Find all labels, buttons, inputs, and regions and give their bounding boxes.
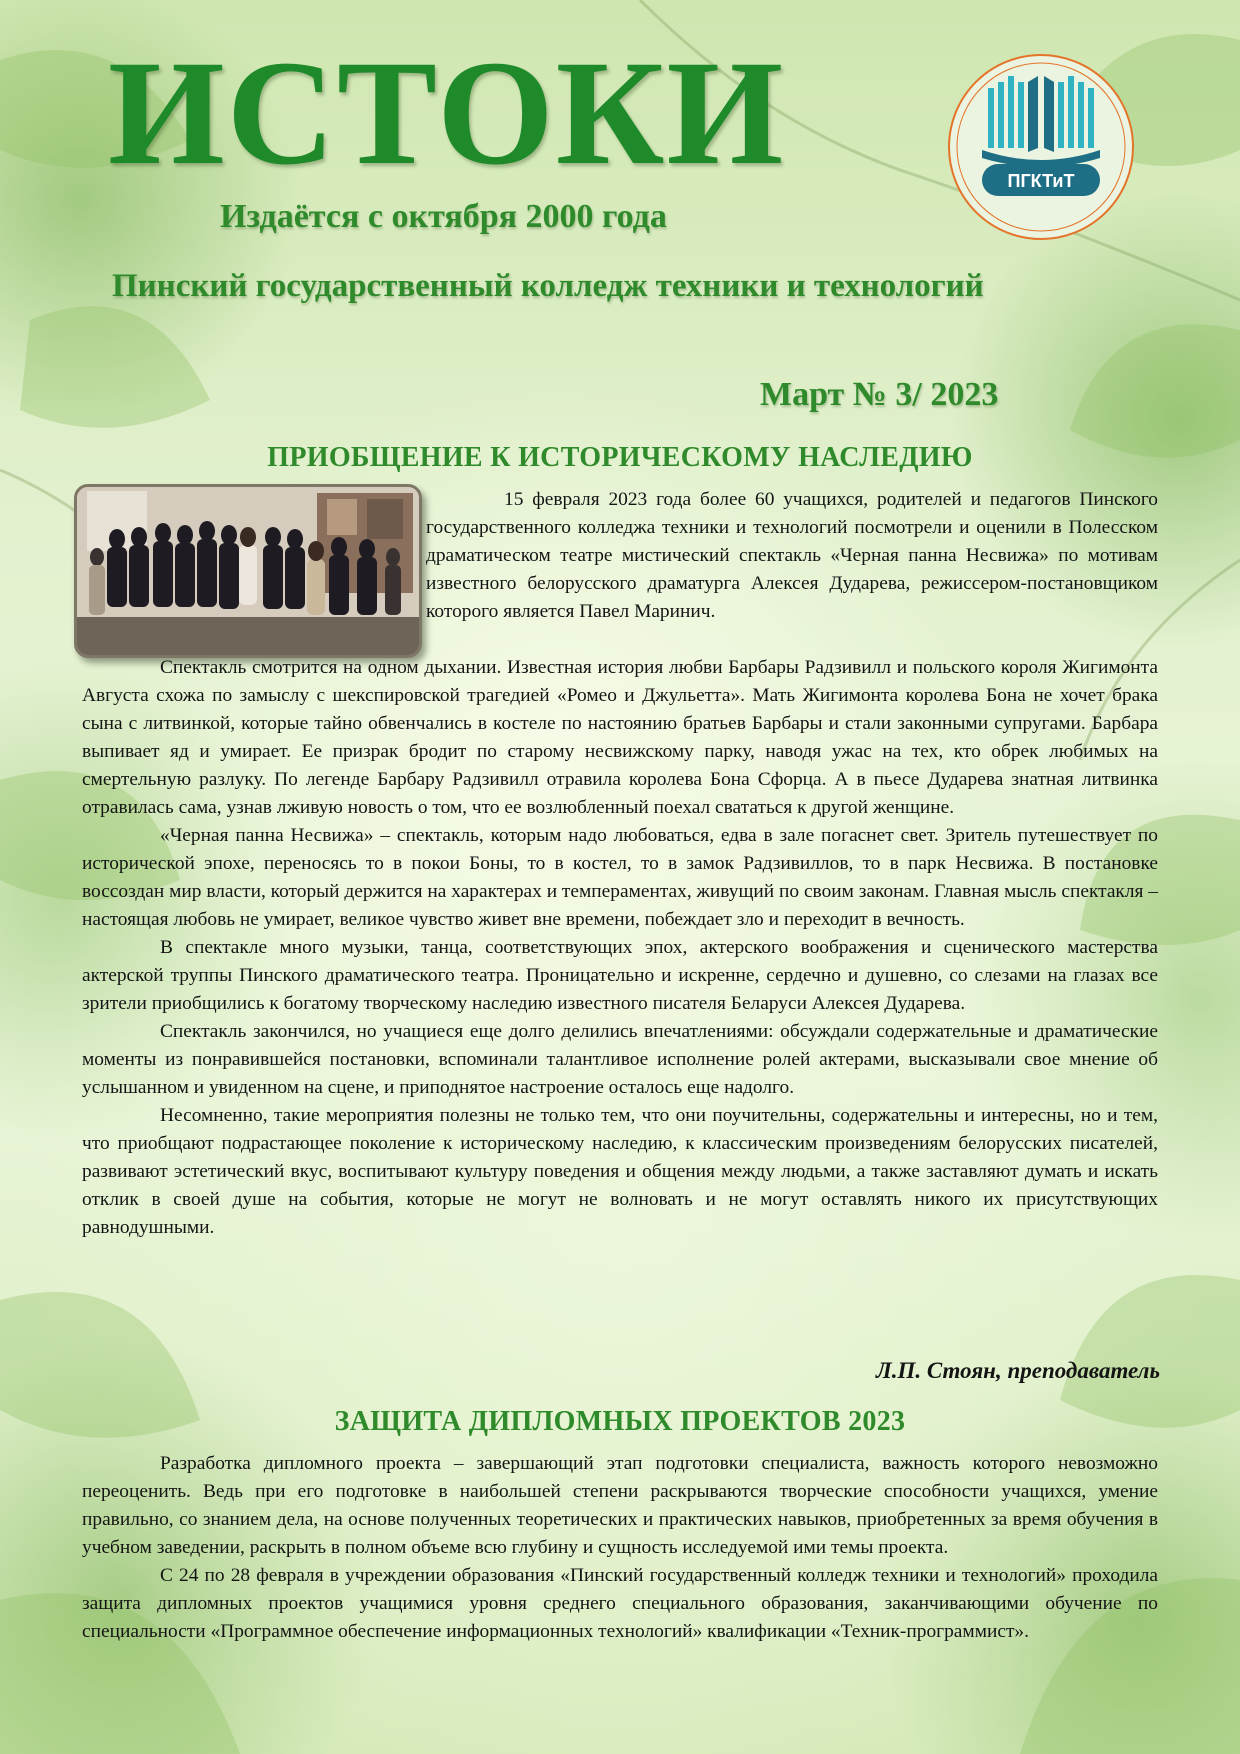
- publication-since: Издаётся с октября 2000 года: [220, 198, 667, 235]
- article-title-heritage: ПРИОБЩЕНИЕ К ИСТОРИЧЕСКОМУ НАСЛЕДИЮ: [267, 442, 973, 473]
- article1-intro-paragraph: 15 февраля 2023 года более 60 учащихся, родителей и педагогов Пинского государственного колледжа техники и технологий посмотрели и оценили в Полесском драматическом театре мистический спектакль «Черная панна Несвижа» по мотивам известного белорусского драматурга Алексея Дударева, режиссером-постановщиком которого является Павел Маринич.: [426, 489, 1158, 622]
- article1-signature: Л.П. Стоян, преподаватель: [875, 1358, 1160, 1383]
- college-name: Пинский государственный колледж техники и технологий: [112, 268, 984, 304]
- article2-paragraph: Разработка дипломного проекта – завершающий этап подготовки специалиста, важность которого невозможно переоценить. Ведь при его подготовке в наибольшей степени раскрываются творческие способности учащихся, умение правильно, со знанием дела, на основе полученных теоретических и практических навыков, приобретенных за время обучения в учебном заведении, раскрыть в полном объеме всю глубину и сущность исследуемой ими темы проекта.: [82, 1453, 1158, 1558]
- article1-intro: [426, 486, 1158, 626]
- logo-text: ПГКТиТ: [1007, 171, 1075, 191]
- newspaper-title: ИСТОКИ: [108, 30, 786, 196]
- article1-paragraph: В спектакле много музыки, танца, соответствующих эпох, актерского воображения и сценического мастерства актерской труппы Пинского драматического театра. Проницательно и искренне, сердечно и душевно, со слезами на глазах все зрители приобщились к богатому творческому наследию известного писателя Беларуси Алексея Дударева.: [82, 937, 1158, 1014]
- college-logo: [946, 52, 1136, 242]
- article1-body: [82, 654, 1158, 1242]
- article-title-diploma: ЗАЩИТА ДИПЛОМНЫХ ПРОЕКТОВ 2023: [334, 1406, 906, 1437]
- article1-paragraph: Несомненно, такие мероприятия полезны не только тем, что они поучительны, содержательны и интересны, но и тем, что приобщают подрастающее поколение к историческому наследию, к классическим произведениям белорусских писателей, развивают эстетический вкус, воспитывают культуру поведения и общения между людьми, а также заставляют думать и искать отклик в своей душе на события, которые не могут не волновать и не могут оставлять никого их присутствующих равнодушными.: [82, 1105, 1158, 1238]
- article1-paragraph: «Черная панна Несвижа» – спектакль, которым надо любоваться, едва в зале погаснет свет. Зритель путешествует по исторической эпохе, переносясь то в покои Боны, то в костел, то в замок Радзивиллов, то в парк Несвижа. В постановке воссоздан мир власти, который держится на характерах и темпераментах, живущий по своим законам. Главная мысль спектакля – настоящая любовь не умирает, великое чувство живет вне времени, побеждает зло и переходит в вечность.: [82, 825, 1158, 930]
- group-photo-image: [77, 487, 419, 655]
- issue-number: Март № 3/ 2023: [760, 376, 999, 413]
- article1-paragraph: Спектакль смотрится на одном дыхании. Известная история любви Барбары Радзивилл и польского короля Жигимонта Августа схожа по замыслу с шекспировской трагедией «Ромео и Джульетта». Мать Жигимонта королева Бона не хочет брака сына с литвинкой, которые тайно обвенчались в костеле по настоянию братьев Барбары и стали законными супругами. Барбара выпивает яд и умирает. Ее призрак бродит по старому несвижскому парку, наводя ужас на тех, кто обрек любимых на смертельную разлуку. По легенде Барбару Радзивилл отравила королева Бона Сфорца. А в пьесе Дударева знатная литвинка отравилась сама, узнав лживую новость о том, что ее возлюбленный поехал свататься к другой женщине.: [82, 657, 1158, 818]
- article1-paragraph: Спектакль закончился, но учащиеся еще долго делились впечатлениями: обсуждали содержательные и драматические моменты из понравившейся постановки, вспоминали талантливое исполнение ролей актерами, высказывали свое мнение об услышанном и увиденном на сцене, и приподнятое настроение осталось еще надолго.: [82, 1021, 1158, 1098]
- article2-paragraph: С 24 по 28 февраля в учреждении образования «Пинский государственный колледж техники и технологий» проходила защита дипломных проектов учащимися уровня среднего специального образования, заканчивающими обучение по специальности «Программное обеспечение информационных технологий» квалификации «Техник-программист».: [82, 1565, 1158, 1642]
- article2-body: [82, 1450, 1158, 1646]
- theatre-group-photo: [74, 484, 422, 658]
